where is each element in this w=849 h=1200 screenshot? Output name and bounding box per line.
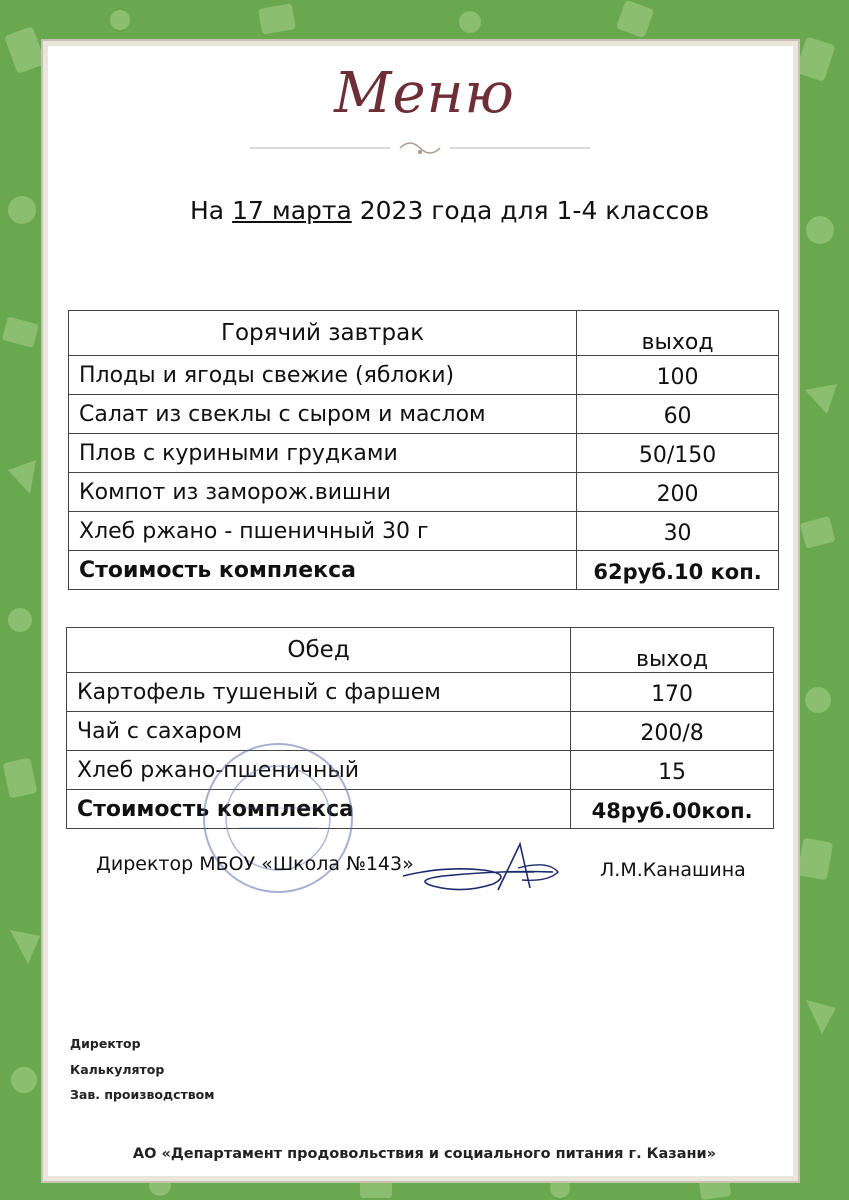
director-name: Л.М.Канашина (600, 859, 746, 881)
item-name: Плов с куриными грудками (69, 434, 577, 473)
footer-organization: АО «Департамент продовольствия и социального питания г. Казани» (132, 1146, 717, 1162)
lunch-header-row (67, 628, 774, 673)
breakfast-header: Горячий завтрак (69, 311, 577, 356)
total-label: Стоимость комплекса (69, 551, 577, 590)
item-value: 200 (577, 473, 779, 512)
table-row (67, 751, 774, 790)
table-row (69, 395, 779, 434)
menu-date-line (190, 196, 750, 225)
total-value: 48руб.00коп. (571, 790, 774, 829)
director-signature (398, 838, 578, 898)
table-row (69, 356, 779, 395)
item-value: 30 (577, 512, 779, 551)
lunch-total-row (67, 790, 774, 829)
item-name: Чай с сахаром (67, 712, 571, 751)
lunch-table (66, 627, 774, 829)
table-row (67, 712, 774, 751)
staff-production-head: Зав. производством (70, 1087, 215, 1102)
breakfast-header-row (69, 311, 779, 356)
lunch-header: Обед (67, 628, 571, 673)
total-value: 62руб.10 коп. (577, 551, 779, 590)
lunch-col-label: выход (571, 628, 774, 673)
director-title: Директор МБОУ «Школа №143» (96, 853, 414, 875)
item-name: Хлеб ржано - пшеничный 30 г (69, 512, 577, 551)
staff-director: Директор (70, 1036, 141, 1051)
item-value: 200/8 (571, 712, 774, 751)
date-suffix: 2023 года для 1-4 классов (351, 196, 710, 225)
item-value: 60 (577, 395, 779, 434)
table-row (69, 473, 779, 512)
ornament-divider (250, 140, 590, 160)
item-name: Компот из заморож.вишни (69, 473, 577, 512)
breakfast-table (68, 310, 779, 590)
item-value: 170 (571, 673, 774, 712)
date-prefix: На (190, 196, 233, 225)
table-row (67, 673, 774, 712)
item-value: 15 (571, 751, 774, 790)
breakfast-col-label: выход (577, 311, 779, 356)
item-value: 100 (577, 356, 779, 395)
item-name: Салат из свеклы с сыром и маслом (69, 395, 577, 434)
table-row (69, 512, 779, 551)
item-name: Картофель тушеный с фаршем (67, 673, 571, 712)
menu-date: 17 марта (232, 196, 352, 225)
table-row (69, 434, 779, 473)
staff-calculator: Калькулятор (70, 1062, 165, 1077)
menu-title: Меню (334, 61, 515, 126)
total-label: Стоимость комплекса (67, 790, 571, 829)
item-name: Плоды и ягоды свежие (яблоки) (69, 356, 577, 395)
item-value: 50/150 (577, 434, 779, 473)
breakfast-total-row (69, 551, 779, 590)
item-name: Хлеб ржано-пшеничный (67, 751, 571, 790)
